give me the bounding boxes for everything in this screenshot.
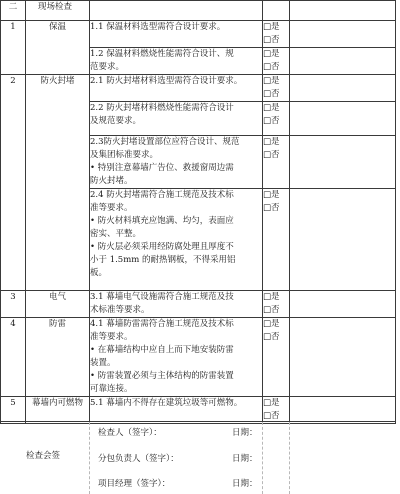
requirement-note: 可靠连接。 xyxy=(90,384,133,394)
requirement-cell xyxy=(90,102,263,136)
requirement-text: 2.4 防火封堵需符合施工规范及技术标 xyxy=(90,190,234,200)
check-cell xyxy=(263,318,290,397)
check-cell xyxy=(263,21,290,48)
no-checkbox[interactable]: □否 xyxy=(263,89,280,99)
table-row xyxy=(1,291,396,318)
no-checkbox[interactable]: □否 xyxy=(263,150,280,160)
requirement-text: 1.2 保温材料燃烧性能需符合设计、规 xyxy=(90,49,234,59)
item-number: 4 xyxy=(1,318,26,397)
requirement-text: 及规范要求。 xyxy=(90,116,142,126)
requirement-text: 准等要求。 xyxy=(90,203,133,213)
requirement-note: • 防雷装置必须与主体结构的防雷装置 xyxy=(90,371,234,381)
table-row xyxy=(1,318,396,397)
yes-checkbox[interactable]: □是 xyxy=(263,319,280,329)
check-cell xyxy=(263,189,290,291)
item-number: 5 xyxy=(1,397,26,424)
section-header-row xyxy=(1,1,396,21)
requirement-note: 防火封堵。 xyxy=(90,176,133,186)
item-name: 幕墙内可燃物 xyxy=(26,397,90,424)
remarks-cell xyxy=(290,189,396,291)
requirement-cell xyxy=(90,291,263,318)
item-number: 3 xyxy=(1,291,26,318)
yes-checkbox[interactable]: □是 xyxy=(263,137,280,147)
requirement-text: 2.3防火封堵设置部位应符合设计、规范 xyxy=(90,137,240,147)
requirement-note: 板。 xyxy=(90,268,108,278)
no-checkbox[interactable]: □否 xyxy=(263,116,280,126)
requirement-note: 密实、平整。 xyxy=(90,229,142,239)
section-check-cell xyxy=(263,1,290,21)
project-manager-date-label: 日期： xyxy=(232,479,258,489)
table-row xyxy=(1,21,396,48)
subcontractor-date-label: 日期： xyxy=(232,454,258,464)
requirement-text: 1.1 保温材料选型需符合设计要求。 xyxy=(90,22,226,32)
remarks-cell xyxy=(290,48,396,75)
remarks-cell xyxy=(290,291,396,318)
requirement-cell xyxy=(90,189,263,291)
no-checkbox[interactable]: □否 xyxy=(263,62,280,72)
check-cell xyxy=(263,291,290,318)
yes-checkbox[interactable]: □是 xyxy=(263,103,280,113)
check-cell xyxy=(263,397,290,424)
no-checkbox[interactable]: □否 xyxy=(263,332,280,342)
item-name: 防雷 xyxy=(26,318,90,397)
no-checkbox[interactable]: □否 xyxy=(263,203,280,213)
section-requirement-cell xyxy=(90,1,263,21)
check-cell xyxy=(263,48,290,75)
no-checkbox[interactable]: □否 xyxy=(263,35,280,45)
remarks-cell xyxy=(290,102,396,136)
table-row xyxy=(1,397,396,424)
requirement-text: 及集团标准要求。 xyxy=(90,150,159,160)
section-number: 二 xyxy=(1,1,26,21)
section-title: 现场检查 xyxy=(26,1,90,21)
item-number: 1 xyxy=(1,21,26,75)
requirement-text: 2.2 防火封堵材料燃烧性能需符合设计 xyxy=(90,103,234,113)
requirement-cell xyxy=(90,21,263,48)
requirement-cell xyxy=(90,48,263,75)
requirement-text: 3.1 幕墙电气设施需符合施工规范及技 xyxy=(90,292,234,302)
yes-checkbox[interactable]: □是 xyxy=(263,398,280,408)
remarks-cell xyxy=(290,21,396,48)
requirement-note: 小于 1.5mm 的耐热钢板，不得采用铝 xyxy=(90,255,236,265)
yes-checkbox[interactable]: □是 xyxy=(263,76,280,86)
requirement-cell xyxy=(90,318,263,397)
remarks-cell xyxy=(290,397,396,424)
signoff-label: 检查会签 xyxy=(26,451,61,461)
yes-checkbox[interactable]: □是 xyxy=(263,49,280,59)
requirement-text: 5.1 幕墙内不得存在建筑垃圾等可燃物。 xyxy=(90,398,243,408)
check-cell xyxy=(263,136,290,189)
item-name: 电气 xyxy=(26,291,90,318)
subcontractor-signature-label: 分包负责人（签字）： xyxy=(98,454,179,464)
check-cell xyxy=(263,75,290,102)
requirement-note: • 防火层必须采用经防腐处理且厚度不 xyxy=(90,242,234,252)
inspector-date-label: 日期： xyxy=(232,428,258,438)
no-checkbox[interactable]: □否 xyxy=(263,305,280,315)
remarks-cell xyxy=(290,75,396,102)
requirement-text: 4.1 幕墙防雷需符合施工规范及技术标 xyxy=(90,319,234,329)
table-row xyxy=(1,75,396,102)
requirement-note: • 特别注意幕墙广告位、救援窗周边需 xyxy=(90,163,234,173)
project-manager-signature-label: 项目经理（签字）： xyxy=(98,479,171,489)
check-cell xyxy=(263,102,290,136)
requirement-text: 准等要求。 xyxy=(90,332,133,342)
item-name: 防火封堵 xyxy=(26,75,90,291)
requirement-note: • 防火材料填充应饱满、均匀，表面应 xyxy=(90,216,234,226)
requirement-text: 术标准等要求。 xyxy=(90,305,150,315)
yes-checkbox[interactable]: □是 xyxy=(263,292,280,302)
requirement-note: • 在幕墙结构中应自上而下地安装防雷 xyxy=(90,345,234,355)
section-extra-cell xyxy=(290,1,396,21)
yes-checkbox[interactable]: □是 xyxy=(263,190,280,200)
remarks-cell xyxy=(290,318,396,397)
requirement-note: 装置。 xyxy=(90,358,116,368)
requirement-cell xyxy=(90,75,263,102)
item-name: 保温 xyxy=(26,21,90,75)
yes-checkbox[interactable]: □是 xyxy=(263,22,280,32)
requirement-text: 范要求。 xyxy=(90,62,125,72)
remarks-cell xyxy=(290,136,396,189)
requirement-text: 2.1 防火封堵材料选型需符合设计要求。 xyxy=(90,76,243,86)
inspector-signature-label: 检查人（签字）： xyxy=(98,428,162,438)
item-number: 2 xyxy=(1,75,26,291)
requirement-cell xyxy=(90,397,263,424)
no-checkbox[interactable]: □否 xyxy=(263,411,280,421)
requirement-cell xyxy=(90,136,263,189)
